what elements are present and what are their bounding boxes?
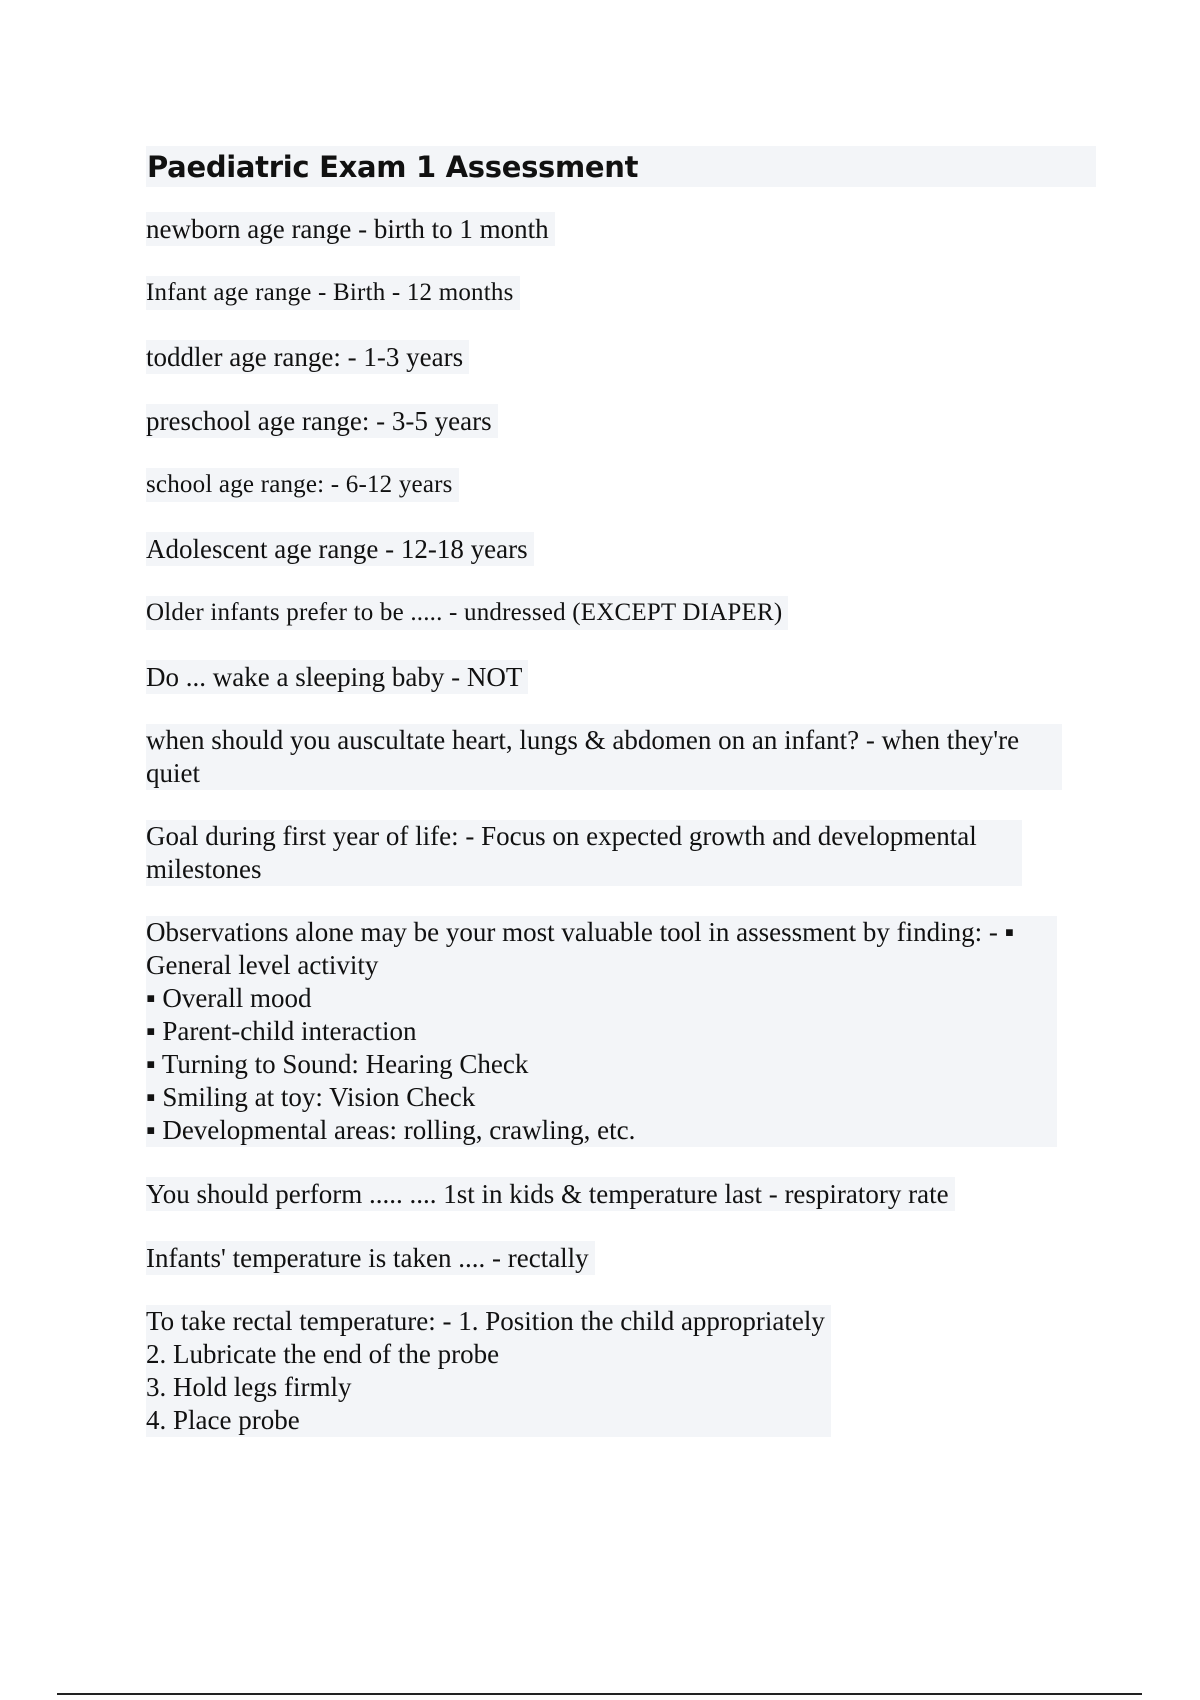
footer-divider bbox=[57, 1693, 1142, 1695]
flashcard-sleeping-baby: Do ... wake a sleeping baby - NOT bbox=[146, 660, 528, 694]
flashcard-newborn: newborn age range - birth to 1 month bbox=[146, 212, 555, 246]
flashcard-school-age: school age range: - 6-12 years bbox=[146, 468, 459, 502]
goal-line-1: Goal during first year of life: - Focus on expected growth and developmental bbox=[146, 821, 977, 851]
flashcard-infant: Infant age range - Birth - 12 months bbox=[146, 276, 520, 310]
flashcard-adolescent: Adolescent age range - 12-18 years bbox=[146, 532, 534, 566]
flashcard-goal bbox=[146, 820, 1022, 886]
rectal-step: 2. Lubricate the end of the probe bbox=[146, 1339, 500, 1369]
observations-line-2: General level activity bbox=[146, 950, 379, 980]
auscultate-line-1: when should you auscultate heart, lungs & abdomen on an infant? - when they're bbox=[146, 725, 1020, 755]
page-title: Paediatric Exam 1 Assessment bbox=[147, 149, 639, 184]
auscultate-line-2: quiet bbox=[146, 758, 200, 788]
observations-bullet: ▪ Parent-child interaction bbox=[146, 1016, 417, 1046]
document-content bbox=[146, 146, 1096, 1467]
observations-bullet: ▪ Overall mood bbox=[146, 983, 312, 1013]
flashcard-observations bbox=[146, 916, 1057, 1147]
flashcard-rectal-temperature bbox=[146, 1305, 831, 1437]
flashcard-infant-temperature: Infants' temperature is taken .... - rectally bbox=[146, 1241, 595, 1275]
observations-line-1: Observations alone may be your most valuable tool in assessment by finding: - ▪ bbox=[146, 917, 1015, 947]
flashcard-respiratory-rate: You should perform ..... .... 1st in kids & temperature last - respiratory rate bbox=[146, 1177, 955, 1211]
flashcard-older-infants: Older infants prefer to be ..... - undressed (EXCEPT DIAPER) bbox=[146, 596, 788, 630]
flashcard-auscultate bbox=[146, 724, 1062, 790]
goal-line-2: milestones bbox=[146, 854, 262, 884]
rectal-step: 4. Place probe bbox=[146, 1405, 300, 1435]
title-bar bbox=[146, 146, 1096, 187]
rectal-step: 3. Hold legs firmly bbox=[146, 1372, 352, 1402]
observations-bullet: ▪ Turning to Sound: Hearing Check bbox=[146, 1049, 529, 1079]
flashcard-preschool: preschool age range: - 3-5 years bbox=[146, 404, 498, 438]
observations-bullet: ▪ Smiling at toy: Vision Check bbox=[146, 1082, 476, 1112]
flashcard-toddler: toddler age range: - 1-3 years bbox=[146, 340, 469, 374]
observations-bullet: ▪ Developmental areas: rolling, crawling, etc. bbox=[146, 1115, 636, 1145]
rectal-line-1: To take rectal temperature: - 1. Position the child appropriately bbox=[146, 1306, 825, 1336]
